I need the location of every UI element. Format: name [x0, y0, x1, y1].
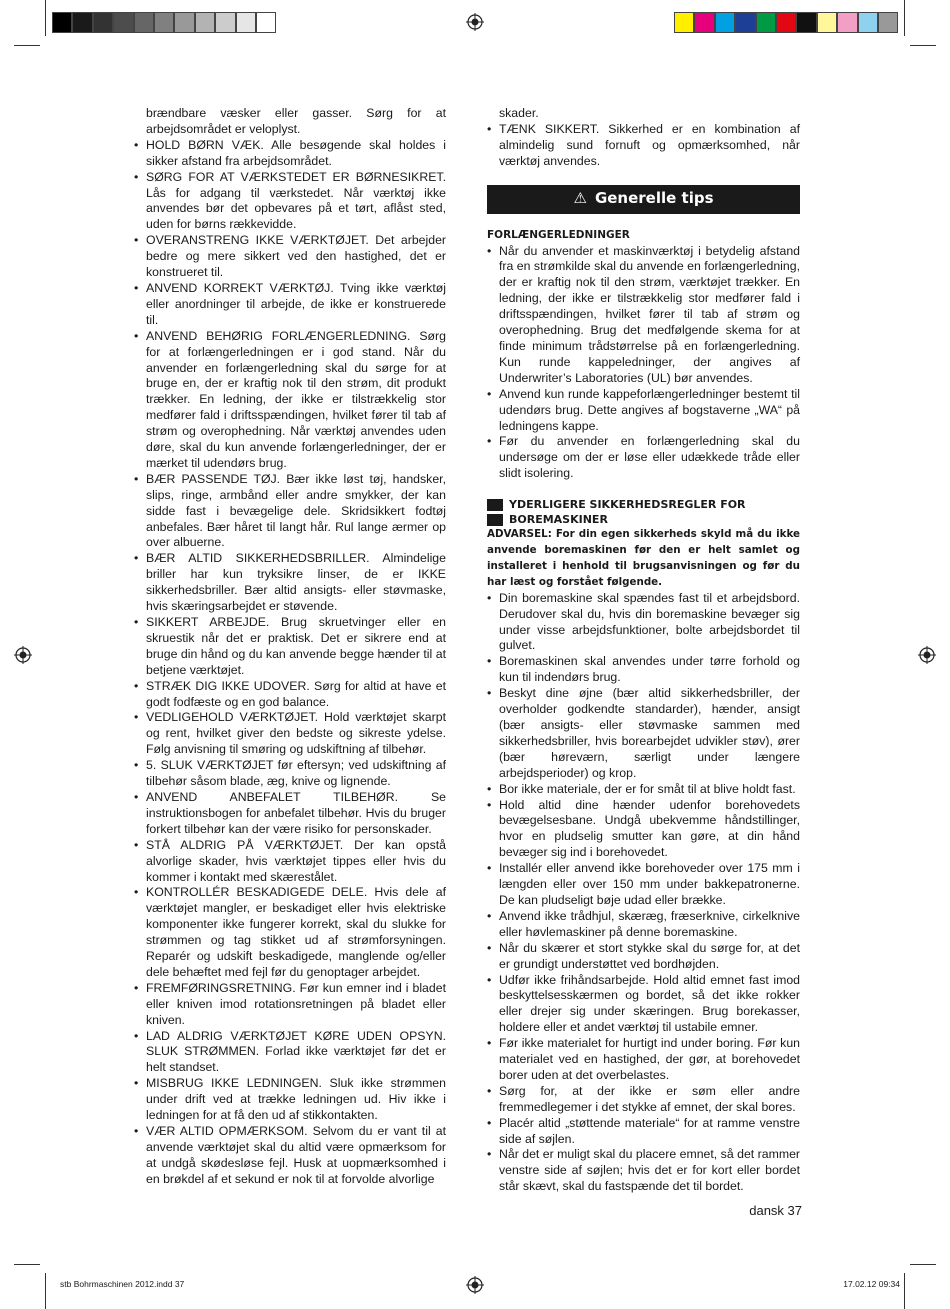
list-item: • MISBRUG IKKE LEDNINGEN. Sluk ikke strømmen under drift ved at trække ledningen ud. Hiv ikke i ledningen for at få den ud af stikkontakten. [134, 1076, 446, 1124]
list-item: • Din boremaskine skal spændes fast til et arbejdsbord. Derudover skal du, hvis din boremaskine bevæger sig under visse arbejdsfunktioner, bolte arbejdsbordet til gulvet. [487, 591, 800, 655]
color-swatch [715, 12, 735, 33]
color-control-strip [674, 12, 898, 33]
list-item: • Sørg for, at der ikke er søm eller andre fremmedlegemer i det stykke af emnet, der skal bores. [487, 1084, 800, 1116]
color-swatch [858, 12, 878, 33]
banner-title: Generelle tips [594, 189, 714, 208]
drill-safety-heading [487, 497, 800, 527]
list-item: • Når du anvender et maskinværktøj i betydelig afstand fra en strømkilde skal du anvende en forlængerledning, der er kraftig nok til den strøm, værktøjet trækker. En ledning, der ikke er tilstrækkelig stor medfører fald i driftsspændingen, hvilket fører til tab af strøm og overophedning. Brug det medfølgende skema for at finde minimum trådstørrelse på en forlængerledning. Kun runde kappeledninger, der angives af Underwriter’s Laboratories (UL) bør anvendes. [487, 244, 800, 387]
extension-cords-list [487, 244, 800, 483]
list-item: • HOLD BØRN VÆK. Alle besøgende skal holdes i sikker afstand fra arbejdsområdet. [134, 138, 446, 170]
color-swatch [72, 12, 92, 33]
color-swatch [776, 12, 796, 33]
crop-mark [14, 45, 40, 46]
list-item: • SØRG FOR AT VÆRKSTEDET ER BØRNESIKRET. Lås for adgang til værkstedet. Når værktøj ikke anvendes bør det opbevares på et tørt, aflåst sted, uden for børns rækkevidde. [134, 170, 446, 234]
list-item: • Hold altid dine hænder udenfor borehovedets bevægelsesbane. Undgå ubekvemme håndstillinger, hvor en pludselig smutter kan gøre, at din hånd bevæger sig ind i borehovedet. [487, 798, 800, 862]
color-swatch [154, 12, 174, 33]
list-item: • STRÆK DIG IKKE UDOVER. Sørg for altid at have et godt fodfæste og en god balance. [134, 679, 446, 711]
drill-warning-text: ADVARSEL: For din egen sikkerheds skyld må du ikke anvende boremaskinen før den er helt samlet og installeret i henhold til brugsanvisningen og før du har læst og forstået følgende. [487, 528, 800, 588]
safety-rules-list [487, 122, 800, 170]
registration-mark-icon [466, 13, 484, 31]
grayscale-control-strip [52, 12, 276, 33]
list-item: • Før du anvender en forlængerledning skal du undersøge om der er løse eller udækkede tråde eller slidt isolering. [487, 434, 800, 482]
general-tips-banner [487, 185, 800, 214]
color-swatch [256, 12, 276, 33]
registration-mark-icon [14, 646, 32, 664]
list-item: • Når det er muligt skal du placere emnet, så det rammer venstre side af søjlen; hvis det er for kort eller bordet står skævt, skal du fastspænde det til bordet. [487, 1147, 800, 1195]
list-item: • SIKKERT ARBEJDE. Brug skruetvinger eller en skruestik når det er praktisk. Det er sikrere end at bruge din hånd og du kan anvende begge hænder til at betjene værktøjet. [134, 615, 446, 679]
color-swatch [878, 12, 898, 33]
list-item: • Installér eller anvend ikke borehoveder over 175 mm i længden eller over 150 mm under bakkepatronerne. De kan pludseligt bøje udad eller brække. [487, 861, 800, 909]
warning-triangle-icon: ⚠ [573, 189, 587, 208]
slug-file-name: stb Bohrmaschinen 2012.indd 37 [60, 1279, 185, 1289]
heading-line: YDERLIGERE SIKKERHEDSREGLER FOR [509, 498, 746, 512]
list-item: • 5. SLUK VÆRKTØJET før eftersyn; ved udskiftning af tilbehør såsom blade, æg, knive og lignende. [134, 758, 446, 790]
color-swatch [134, 12, 154, 33]
list-item: • BÆR ALTID SIKKERHEDSBRILLER. Almindelige briller har kun tryksikre linser, de er IKKE sikkerhedsbriller. Bær altid ansigts- eller støvmaske, hvis skæringsarbejdet er støvende. [134, 551, 446, 615]
color-swatch [756, 12, 776, 33]
continuation-text: skader. [499, 106, 539, 120]
list-item: • ANVEND BEHØRIG FORLÆNGERLEDNING. Sørg for at forlængerledningen er i god stand. Når du anvender en forlængerledning skal du sørge for at bruge en, der er kraftig nok til den strøm, dit produkt trækker. En ledning, der ikke er tilstrækkelig stor medfører fald i driftsspændingen, hvilket fører til tab af strøm og overophedning. Når værktøj anvendes uden døre, skal du kun anvende forlængerledninger, der er mærket til udendørs brug. [134, 329, 446, 472]
registration-mark-icon [918, 646, 936, 664]
page-number: dansk 37 [749, 1203, 802, 1218]
list-item: • ANVEND ANBEFALET TILBEHØR. Se instruktionsbogen for anbefalet tilbehør. Hvis du bruger forkert tilbehør kan der være risiko for personskader. [134, 790, 446, 838]
continuation-text: brændbare væsker eller gasser. Sørg for at arbejdsområdet er veloplyst. [146, 106, 446, 136]
crop-mark [910, 45, 936, 46]
list-item: • Boremaskinen skal anvendes under tørre forhold og kun til indendørs brug. [487, 654, 800, 686]
crop-mark [45, 0, 46, 36]
right-column [487, 106, 800, 1195]
drill-rules-list [487, 591, 800, 1195]
slug-timestamp: 17.02.12 09:34 [843, 1279, 900, 1289]
color-swatch [236, 12, 256, 33]
crop-mark [904, 0, 905, 36]
color-swatch [817, 12, 837, 33]
list-item: • Beskyt dine øjne (bær altid sikkerhedsbriller, der overholder godkendte standarder), hænder, ansigt (bær ansigts- eller støvmaske sammen med sikkerhedsbriller, hvis borearbejdet udvikler støv), ører (bær høreværn, særligt under længere arbejdsperioder) og krop. [487, 686, 800, 781]
color-swatch [93, 12, 113, 33]
color-swatch [52, 12, 72, 33]
color-swatch [174, 12, 194, 33]
list-item: • KONTROLLÉR BESKADIGEDE DELE. Hvis dele af værktøjet mangler, er beskadiget eller hvis elektriske komponenter ikke fungerer korrekt, skal du slukke for strømmen og tag stikket ud af strømforsyningen. Reparér og udskift beskadigede, manglende og/eller dele behæftet med fejl før du genoptager arbejdet. [134, 885, 446, 980]
list-item: • Udfør ikke frihåndsarbejde. Hold altid emnet fast imod beskyttelsesskærmen og bordet, så det ikke rokker eller drejer sig under skæringen. Brug borekasser, holdere eller et andet værktøj til ustabile emner. [487, 973, 800, 1037]
list-item: • Før ikke materialet for hurtigt ind under boring. Før kun materialet ved en hastighed, der gør, at borehovedet borer uden at det overbelastes. [487, 1036, 800, 1084]
color-swatch [674, 12, 694, 33]
list-item: • BÆR PASSENDE TØJ. Bær ikke løst tøj, handsker, slips, ringe, armbånd eller andre smykker, der kan sidde fast i bevægelige dele. Skridsikkert fodtøj anbefales. Bær håret til langt hår. Rul lange ærmer op over albuerne. [134, 472, 446, 552]
crop-mark [904, 1273, 905, 1309]
list-item: • VEDLIGEHOLD VÆRKTØJET. Hold værktøjet skarpt og rent, hvilket giver den bedste og sikreste ydelse. Følg anvisning til smøring og udskiftning af tilbehør. [134, 710, 446, 758]
color-swatch [796, 12, 816, 33]
list-item: • Bor ikke materiale, der er for småt til at blive holdt fast. [487, 782, 800, 798]
color-swatch [837, 12, 857, 33]
list-item: • Anvend kun runde kappeforlængerledninger bestemt til udendørs brug. Dette angives af bogstaverne „WA“ på ledningens kappe. [487, 387, 800, 435]
list-item: • Placér altid „støttende materiale“ for at ramme venstre side af søjlen. [487, 1116, 800, 1148]
list-item: • STÅ ALDRIG PÅ VÆRKTØJET. Der kan opstå alvorlige skader, hvis værktøjet tippes eller hvis du kommer i kontakt med skærestålet. [134, 838, 446, 886]
crop-mark [45, 1273, 46, 1309]
list-item: • OVERANSTRENG IKKE VÆRKTØJET. Det arbejder bedre og mere sikkert ved den hastighed, det er konstrueret til. [134, 233, 446, 281]
color-swatch [195, 12, 215, 33]
list-item: • LAD ALDRIG VÆRKTØJET KØRE UDEN OPSYN. SLUK STRØMMEN. Forlad ikke værktøjet før det er helt standset. [134, 1029, 446, 1077]
list-item: • Anvend ikke trådhjul, skæræg, fræserknive, cirkelknive eller høvlemaskiner på denne boremaskine. [487, 909, 800, 941]
list-item: • ANVEND KORREKT VÆRKTØJ. Tving ikke værktøj eller anordninger til arbejde, de ikke er konstruerede til. [134, 281, 446, 329]
left-column [134, 106, 446, 1188]
list-item: • VÆR ALTID OPMÆRKSOM. Selvom du er vant til at anvende værktøjet skal du altid være opmærksom for at undgå skødesløse fejl. Husk at uopmærksomhed i en brøkdel af et sekund er nok til at forvolde alvorlige [134, 1124, 446, 1188]
crop-mark [14, 1264, 40, 1265]
heading-line: BOREMASKINER [509, 513, 608, 527]
heading-square-icon [487, 499, 503, 511]
list-item: • FREMFØRINGSRETNING. Før kun emner ind i bladet eller kniven imod rotationsretningen på bladet eller kniven. [134, 981, 446, 1029]
crop-mark [910, 1264, 936, 1265]
extension-cords-heading: FORLÆNGERLEDNINGER [487, 228, 630, 241]
color-swatch [735, 12, 755, 33]
list-item: • TÆNK SIKKERT. Sikkerhed er en kombination af almindelig sund fornuft og opmærksomhed, når værktøj anvendes. [487, 122, 800, 170]
safety-rules-list [134, 138, 446, 1188]
heading-square-icon [487, 514, 503, 526]
registration-mark-icon [466, 1276, 484, 1294]
color-swatch [215, 12, 235, 33]
color-swatch [113, 12, 133, 33]
list-item: • Når du skærer et stort stykke skal du sørge for, at det er grundigt understøttet ved bordhøjden. [487, 941, 800, 973]
color-swatch [694, 12, 714, 33]
